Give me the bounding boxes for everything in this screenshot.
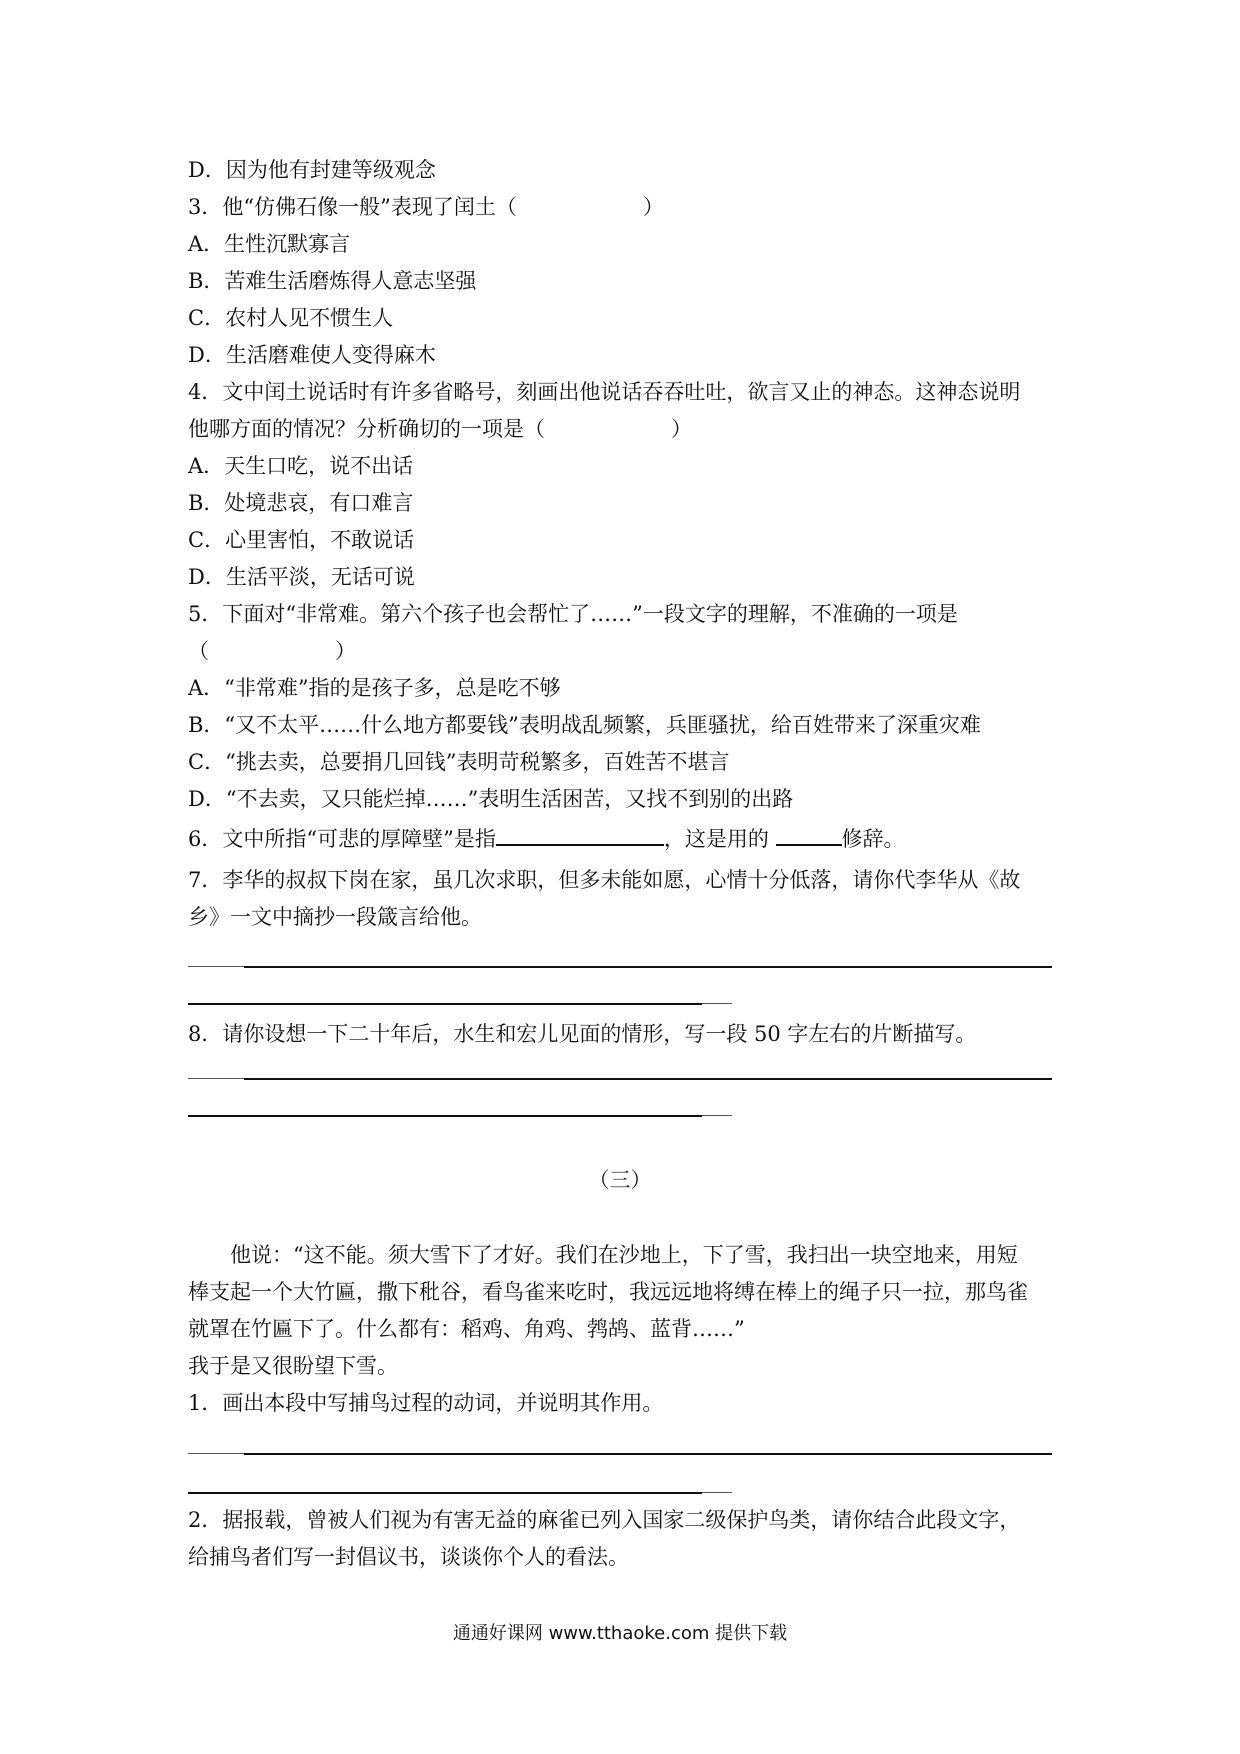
q5-option-d: D．“不去卖，又只能烂掉……”表明生活困苦，又找不到别的出路 [188,787,794,811]
q8-stem: 8．请你设想一下二十年后，水生和宏儿见面的情形，写一段 50 字左右的片断描写。 [188,1022,977,1046]
q5-stem-line1: 5．下面对“非常难。第六个孩子也会帮忙了……”一段文字的理解，不准确的一项是 [188,602,958,626]
q7-answer-line-1[interactable] [244,966,1052,968]
q6-part1: 6．文中所指“可悲的厚障壁”是指 [188,827,496,851]
q5-option-c: C．“挑去卖，总要捐几回钱”表明苛税繁多，百姓苦不堪言 [188,750,730,774]
q7-line1: 7．李华的叔叔下岗在家，虽几次求职，但多未能如愿，心情十分低落，请你代李华从《故 [188,868,1021,892]
s3-q1-answer-line-2[interactable] [188,1492,702,1494]
q6-answer-blank-2[interactable] [776,822,842,846]
q5-option-a: A．“非常难”指的是孩子多，总是吃不够 [188,676,561,700]
footer-credit: 通通好课网 www.tthaoke.com 提供下载 [452,1623,788,1644]
s3-q1-answer-line-1[interactable] [244,1453,1052,1455]
s3-q1-answer-rule-2b [702,1492,732,1493]
q4-option-c: C．心里害怕，不敢说话 [188,528,415,552]
section3-heading: （三） [588,1168,652,1192]
q7-answer-rule-1a [188,966,244,967]
q8-answer-line-2[interactable] [188,1115,702,1117]
q5-stem-line2: （ ） [188,639,356,663]
passage-line-4: 我于是又很盼望下雪。 [188,1354,398,1378]
passage-line-3: 就罩在竹匾下了。什么都有：稻鸡、角鸡、鹁鸪、蓝背……” [188,1317,745,1341]
passage-line-2: 棒支起一个大竹匾，撒下秕谷，看鸟雀来吃时，我远远地将缚在棒上的绳子只一拉，那鸟雀 [188,1280,1028,1304]
q3-option-c: C．农村人见不惯生人 [188,306,394,330]
q4-option-d: D．生活平淡，无话可说 [188,565,415,589]
q4-option-a: A．天生口吃，说不出话 [188,454,414,478]
q8-answer-rule-2b [702,1115,732,1116]
q4-stem-line2: 他哪方面的情况？分析确切的一项是（ ） [188,417,692,441]
q3-stem: 3．他“仿佛石像一般”表现了闰土（ ） [188,195,664,219]
q3-option-b: B．苦难生活磨炼得人意志坚强 [188,269,477,293]
q5-option-b: B．“又不太平……什么地方都要钱”表明战乱频繁，兵匪骚扰，给百姓带来了深重灾难 [188,713,981,737]
q4-option-b: B．处境悲哀，有口难言 [188,491,414,515]
s3-q2-line2: 给捕鸟者们写一封倡议书，谈谈你个人的看法。 [188,1545,629,1569]
q2-option-d: D．因为他有封建等级观念 [188,158,436,182]
q8-answer-line-1[interactable] [244,1078,1052,1080]
s3-q2-line1: 2．据报载，曾被人们视为有害无益的麻雀已列入国家二级保护鸟类，请你结合此段文字， [188,1508,1021,1532]
q8-answer-rule-1a [188,1078,244,1079]
q7-answer-line-2[interactable] [188,1003,702,1005]
q6-part2: ，这是用的 [663,827,769,851]
q3-option-d: D．生活磨难使人变得麻木 [188,343,436,367]
s3-q1-answer-rule-1a [188,1453,244,1454]
q6-part3: 修辞。 [841,827,905,851]
s3-q1-stem: 1．画出本段中写捕鸟过程的动词，并说明其作用。 [188,1391,664,1415]
q3-option-a: A．生性沉默寡言 [188,232,351,256]
q7-line2: 乡》一文中摘抄一段箴言给他。 [188,905,482,929]
q7-answer-rule-2b [702,1003,732,1004]
passage-line-1: 他说：“这不能。须大雪下了才好。我们在沙地上，下了雪，我扫出一块空地来，用短 [230,1243,1018,1267]
q6-answer-blank-1[interactable] [496,822,664,846]
q6-line [188,822,905,853]
q4-stem-line1: 4．文中闰土说话时有许多省略号，刻画出他说话吞吞吐吐，欲言又止的神态。这神态说明 [188,380,1021,404]
